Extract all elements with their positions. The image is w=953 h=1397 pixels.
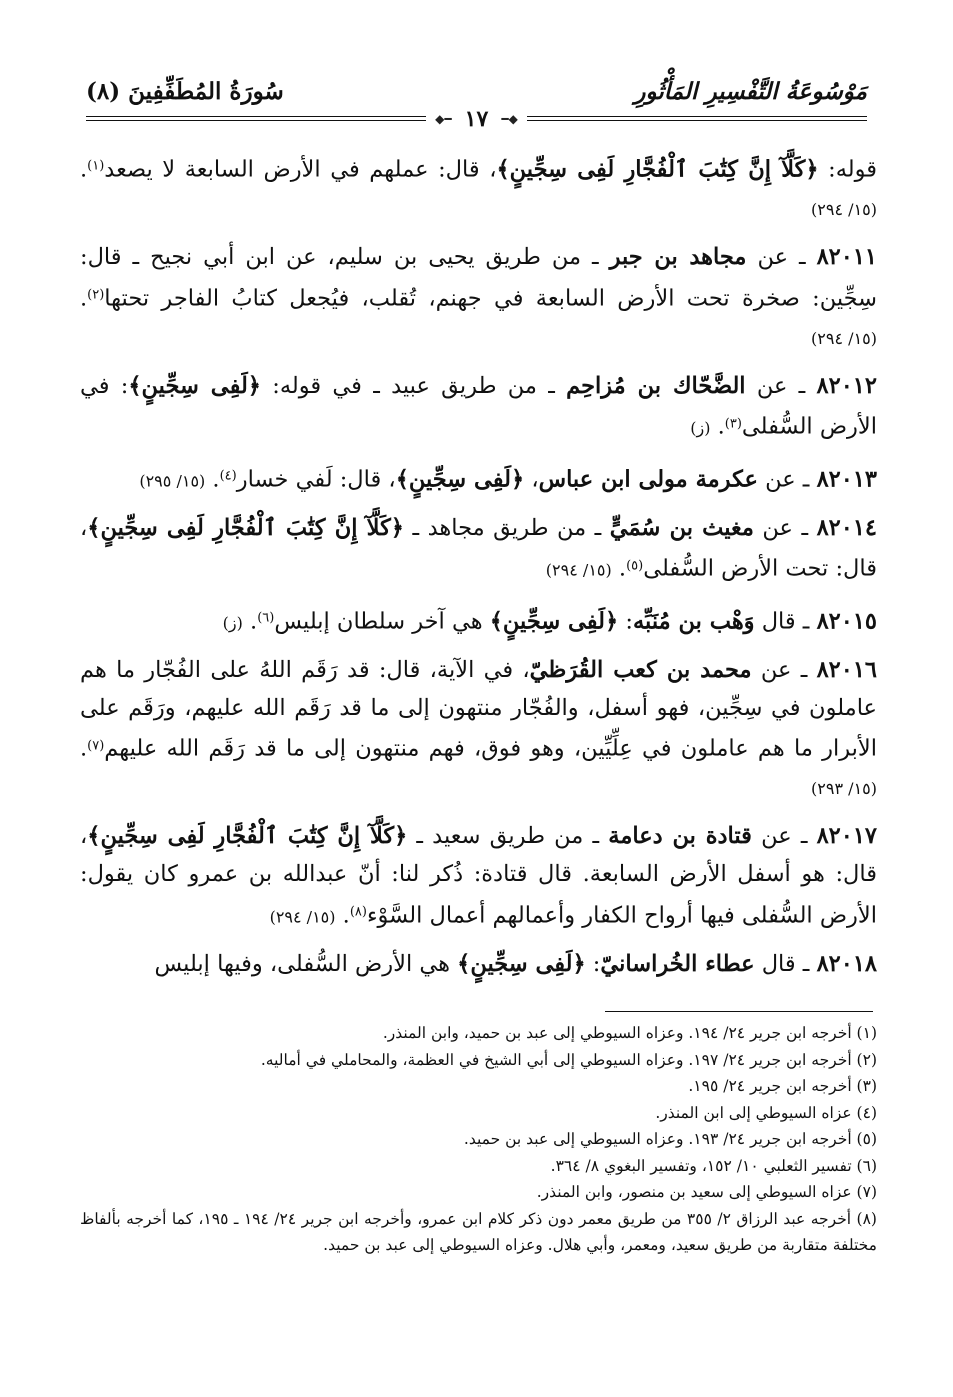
footnote: (٢) أخرجه ابن جرير ٢٤/ ١٩٧. وعزاه السيوطي إلى أبي الشيخ في العظمة، والمحاملي في أماليه. xyxy=(260,1050,877,1069)
narrator-name: مجاهد بن جبر xyxy=(609,243,747,270)
paragraph xyxy=(80,510,877,590)
narration-number: ٨٢٠١٧ xyxy=(816,823,878,850)
text-run: . xyxy=(205,465,220,492)
narrator-name: مغيث بن سُمَيٍّ xyxy=(609,514,754,541)
source-ref: (١٥/ ٢٩٤) xyxy=(269,907,336,927)
paragraph xyxy=(80,652,877,809)
quran-verse: ﴿كَلَّآ إِنَّ كِتَٰبَ ٱلْفُجَّارِ لَفِى سِجِّينٍ﴾ xyxy=(87,823,408,850)
page-number: ١٧ xyxy=(464,106,489,132)
text-run: . xyxy=(611,555,627,582)
paragraph xyxy=(80,458,877,500)
footnote-mark[interactable]: (٢) xyxy=(87,287,105,303)
quran-verse: ﴿كَلَّآ إِنَّ كِتَٰبَ ٱلْفُجَّارِ لَفِى سِجِّينٍ﴾ xyxy=(87,514,404,541)
narrator-name: قتادة بن دعامة xyxy=(608,823,752,850)
footnotes xyxy=(80,1020,877,1259)
text-run: ـ عن xyxy=(757,465,817,492)
text-run: . xyxy=(710,413,725,440)
text-run: : xyxy=(618,607,633,634)
footnote-mark[interactable]: (٦) xyxy=(257,610,275,626)
text-run: ، قال: عملهم في الأرض السابعة لا يصعد xyxy=(104,156,497,183)
text-run: ـ عن xyxy=(751,823,817,850)
narration-number: ٨٢٠١٨ xyxy=(816,950,877,977)
text-run: ، قال: تحت الأرض السُّفلى xyxy=(80,514,877,582)
text-run: . xyxy=(335,902,350,929)
narration-number: ٨٢٠١٤ xyxy=(816,514,878,541)
paragraph xyxy=(80,368,877,448)
text-run: ـ من طريق عبيد ـ في قوله: xyxy=(260,372,567,399)
paragraph xyxy=(80,600,877,642)
narrator-name: وَهْب بن مُنَبِّه xyxy=(632,607,755,634)
footnote: (٥) أخرجه ابن جرير ٢٤/ ١٩٣. وعزاه السيوطي إلى عبد بن حميد. xyxy=(463,1130,877,1148)
source-ref: (١٥/ ٢٩٣) xyxy=(811,779,877,799)
main-text xyxy=(80,148,877,984)
ornament-icon: ━◆ xyxy=(435,112,452,126)
paragraph xyxy=(80,239,877,358)
text-run: هي الأرض السُّفلى، وفيها إبليس xyxy=(154,950,458,977)
text-run: ـ عن xyxy=(745,372,817,399)
text-run: هي آخر سلطان إبليس xyxy=(274,607,490,634)
text-run: قوله: xyxy=(818,156,877,183)
narrator-name: عكرمة مولى ابن عباس xyxy=(538,465,758,492)
paragraph xyxy=(80,148,877,229)
text-run: ـ قال xyxy=(754,950,817,977)
narration-number: ٨٢٠١١ xyxy=(816,243,877,270)
footnote: (٣) أخرجه ابن جرير ٢٤/ ١٩٥. xyxy=(688,1077,877,1095)
quran-verse: ﴿لَفِى سِجِّينٍ﴾ xyxy=(489,607,619,634)
footnote-mark[interactable]: (٨) xyxy=(349,904,367,920)
source-ref: (١٥/ ٢٩٤) xyxy=(545,560,612,580)
footnote-mark[interactable]: (٧) xyxy=(87,738,105,754)
footnote-separator xyxy=(605,1011,873,1012)
narration-number: ٨٢٠١٦ xyxy=(816,656,878,683)
text-run: ـ عن xyxy=(746,243,817,270)
source-ref: (ز) xyxy=(690,418,711,438)
text-run: ـ عن xyxy=(751,656,817,683)
text-run: ، xyxy=(524,465,539,492)
narration-number: ٨٢٠١٣ xyxy=(816,465,877,492)
text-run: ـ من طريق مجاهد ـ xyxy=(403,514,610,541)
ornament-icon: ◆━ xyxy=(501,112,518,126)
source-ref: (١٥/ ٢٩٤) xyxy=(811,328,877,348)
text-run: ، قال: لَفي خسار xyxy=(236,465,396,492)
quran-verse: ﴿لَفِى سِجِّينٍ﴾ xyxy=(457,950,586,977)
source-ref: (١٥/ ٢٩٥) xyxy=(139,470,206,490)
narration-number: ٨٢٠١٢ xyxy=(816,372,877,399)
page-number-box xyxy=(426,106,527,136)
surah-title: سُورَةُ المُطَفِّفِينَ (٨) xyxy=(86,78,284,105)
text-run: . xyxy=(80,156,88,183)
narrator-name: محمد بن كعب القُرَظيّ xyxy=(529,656,752,683)
text-run: ـ من طريق سعيد ـ xyxy=(407,823,609,850)
text-run: : في الأرض السُّفلى xyxy=(80,372,877,440)
footnote-mark[interactable]: (٥) xyxy=(626,558,644,574)
quran-verse: ﴿لَفِى سِجِّينٍ﴾ xyxy=(128,372,261,399)
text-run: ـ قال xyxy=(754,607,817,634)
text-run: ، قال: هو أسفل الأرض السابعة. قال قتادة: ذُكر لنا: أنّ عبدالله بن عمرو كان يقول: الأرض السُّفلى فيها أرواح الكفار وأعمالهم أعمال السَّوْء xyxy=(80,823,877,929)
narrator-name: عطاء الخُراسانيّ xyxy=(600,950,755,977)
footnote: (٨) أخرجه عبد الرزاق ٢/ ٣٥٥ من طريق معمر دون ذكر كلام ابن عمرو، وأخرجه ابن جرير ٢٤/ ١٩٤ ـ ١٩٥، كما أخرجه بألفاظ مختلفة متقاربة من طريق سعيد، ومعمر، وأبي هلال. وعزاه السيوطي إلى عبد بن حميد. xyxy=(80,1209,877,1254)
paragraph xyxy=(80,946,877,984)
footnote-mark[interactable]: (١) xyxy=(87,159,105,174)
source-ref: (١٥/ ٢٩٤) xyxy=(811,200,877,220)
text-run: ـ عن xyxy=(753,514,817,541)
source-ref: (ز) xyxy=(222,612,243,632)
footnote: (٤) عزاه السيوطي إلى ابن المنذر. xyxy=(655,1103,877,1122)
footnote: (٦) تفسير الثعلبي ١٠/ ١٥٢، وتفسير البغوي ٨/ ٣٦٤. xyxy=(550,1156,877,1175)
narrator-name: الضَّحّاك بن مُزاحِم xyxy=(566,372,746,399)
text-run: ، في الآية، قال: قد رَقَم اللهُ على الفُجّار ما هم عاملون في سِجِّين، فهو أسفل، والفُجّار منتهون إلى ما قد رَقَم الله عليهم، ورَقَم على الأبرار ما هم عاملون في عِلِّيِّين، وهو فوق، فهم منتهون إلى ما قد رَقَم الله عليهم xyxy=(80,656,877,762)
text-run: . xyxy=(242,607,258,634)
footnote-mark[interactable]: (٤) xyxy=(219,468,237,484)
paragraph xyxy=(80,818,877,936)
book-title: مَوْسُوعَةُ التَّفْسِيرِ المَأْثُورِ xyxy=(634,78,867,105)
text-run: . xyxy=(80,285,88,312)
footnote: (٧) عزاه السيوطي إلى سعيد بن منصور، وابن المنذر. xyxy=(536,1183,877,1201)
narration-number: ٨٢٠١٥ xyxy=(816,607,877,634)
quran-verse: ﴿لَفِى سِجِّينٍ﴾ xyxy=(395,465,525,492)
text-run: ـ من طريق يحيى بن سليم، عن ابن أبي نجيح ـ قال: سِجِّين: صخرة تحت الأرض السابعة في جهنم، تُقلب، فيُجعل كتابُ الفاجر تحتها xyxy=(80,243,877,312)
footnote-mark[interactable]: (٣) xyxy=(724,416,742,432)
footnote: (١) أخرجه ابن جرير ٢٤/ ١٩٤. وعزاه السيوطي إلى عبد بن حميد، وابن المنذر. xyxy=(382,1024,877,1042)
text-run: : xyxy=(585,950,601,977)
quran-verse: ﴿كَلَّآ إِنَّ كِتَٰبَ ٱلْفُجَّارِ لَفِى سِجِّينٍ﴾ xyxy=(496,156,819,183)
text-run: . xyxy=(80,735,88,762)
